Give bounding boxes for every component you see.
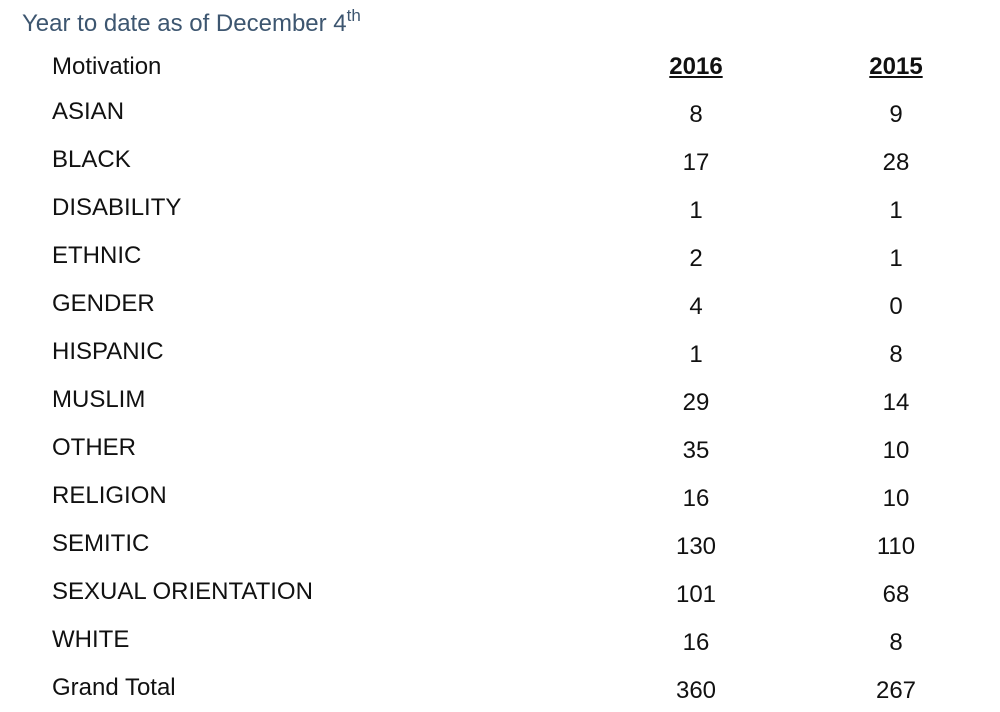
count-2016: 35 bbox=[682, 437, 710, 464]
count-2016: 1 bbox=[689, 341, 703, 368]
motivation-label: HISPANIC bbox=[52, 338, 164, 365]
table-row bbox=[40, 136, 1000, 184]
count-2015: 14 bbox=[882, 389, 910, 416]
motivation-label: BLACK bbox=[52, 146, 131, 173]
count-2016: 130 bbox=[675, 533, 717, 560]
table-row bbox=[40, 232, 1000, 280]
table-row bbox=[40, 376, 1000, 424]
count-2016: 29 bbox=[682, 389, 710, 416]
caption-superscript: th bbox=[346, 6, 361, 25]
count-2015: 8 bbox=[889, 341, 903, 368]
motivation-label: WHITE bbox=[52, 626, 130, 653]
count-2016: 17 bbox=[682, 149, 710, 176]
motivation-label: GENDER bbox=[52, 290, 155, 317]
motivation-label: OTHER bbox=[52, 434, 136, 461]
count-2015: 10 bbox=[882, 437, 910, 464]
header-motivation: Motivation bbox=[52, 53, 162, 80]
count-2015: 28 bbox=[882, 149, 910, 176]
count-2015: 10 bbox=[882, 485, 910, 512]
count-2015: 68 bbox=[882, 581, 910, 608]
count-2016: 4 bbox=[689, 293, 703, 320]
caption-text: Year to date as of December 4 bbox=[22, 10, 347, 37]
count-2016: 8 bbox=[689, 101, 703, 128]
table-row bbox=[40, 328, 1000, 376]
table-row bbox=[40, 88, 1000, 136]
table-row bbox=[40, 280, 1000, 328]
motivation-label: ETHNIC bbox=[52, 242, 142, 269]
count-2015: 110 bbox=[876, 533, 916, 560]
table-row bbox=[40, 568, 1000, 616]
motivation-table bbox=[40, 46, 1000, 712]
header-year-2015: 2015 bbox=[869, 53, 923, 80]
total-row bbox=[40, 664, 1000, 712]
table-caption bbox=[22, 6, 361, 38]
table-row bbox=[40, 472, 1000, 520]
header-row bbox=[40, 46, 1000, 88]
count-2015: 0 bbox=[889, 293, 903, 320]
motivation-label: ASIAN bbox=[52, 98, 125, 125]
motivation-label: SEXUAL ORIENTATION bbox=[52, 578, 313, 605]
motivation-label: RELIGION bbox=[52, 482, 167, 509]
table-row bbox=[40, 520, 1000, 568]
motivation-label: DISABILITY bbox=[52, 194, 182, 221]
count-2015: 1 bbox=[889, 197, 903, 224]
table-row bbox=[40, 616, 1000, 664]
count-2016: 101 bbox=[675, 581, 717, 608]
motivation-label: Grand Total bbox=[52, 674, 176, 701]
count-2015: 267 bbox=[875, 677, 917, 704]
count-2015: 1 bbox=[889, 245, 903, 272]
motivation-label: SEMITIC bbox=[52, 530, 150, 557]
count-2016: 16 bbox=[682, 485, 710, 512]
motivation-label: MUSLIM bbox=[52, 386, 146, 413]
count-2016: 1 bbox=[689, 197, 703, 224]
table-body bbox=[40, 88, 1000, 712]
count-2016: 16 bbox=[682, 629, 710, 656]
table-row bbox=[40, 184, 1000, 232]
count-2015: 9 bbox=[889, 101, 903, 128]
count-2015: 8 bbox=[889, 629, 903, 656]
count-2016: 360 bbox=[675, 677, 717, 704]
header-year-2016: 2016 bbox=[669, 53, 723, 80]
table-row bbox=[40, 424, 1000, 472]
count-2016: 2 bbox=[689, 245, 703, 272]
